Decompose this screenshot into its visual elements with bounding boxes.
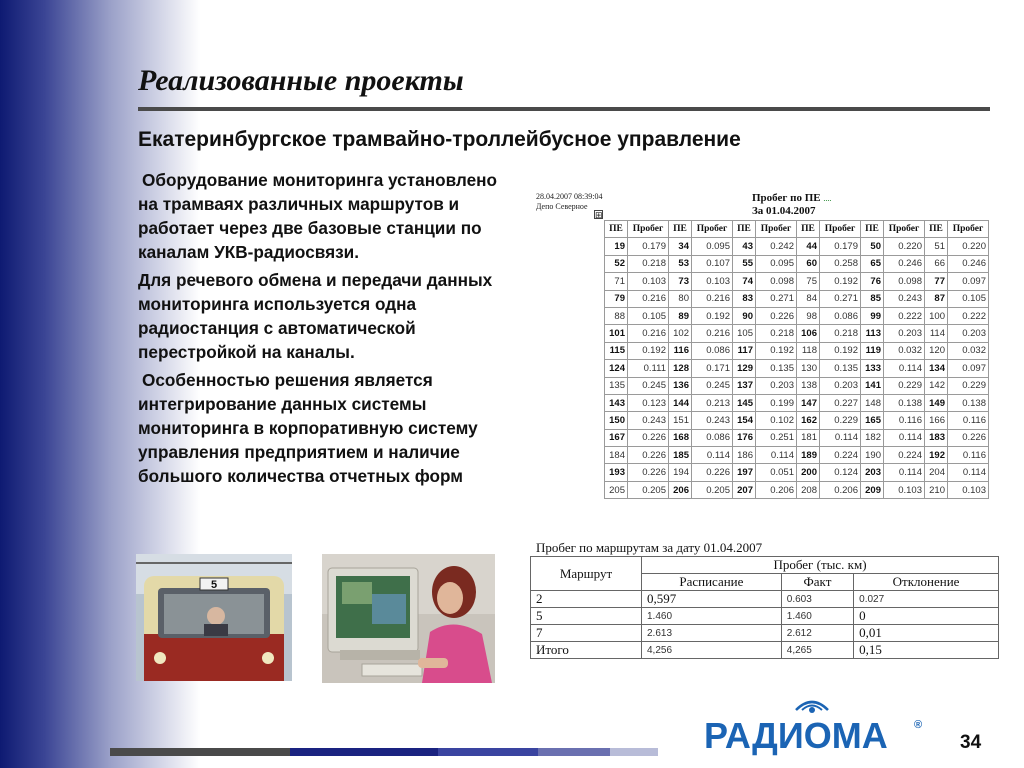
report-title-mark: .... bbox=[823, 194, 832, 203]
mileage-cell: 0.242 bbox=[756, 238, 797, 255]
unit-cell: 185 bbox=[669, 447, 692, 464]
table-row bbox=[605, 481, 989, 498]
mileage-cell: 0.103 bbox=[628, 273, 669, 290]
mileage-cell: 0.098 bbox=[884, 273, 925, 290]
mileage-cell: 0.218 bbox=[820, 325, 861, 342]
unit-cell: 52 bbox=[605, 255, 628, 272]
unit-cell: 50 bbox=[861, 238, 884, 255]
mileage-cell: 0.199 bbox=[756, 394, 797, 411]
unit-cell: 118 bbox=[797, 342, 820, 359]
unit-cell: 138 bbox=[797, 377, 820, 394]
mileage-cell: 0.245 bbox=[692, 377, 733, 394]
table-row bbox=[605, 325, 989, 342]
mileage-cell: 0.171 bbox=[692, 360, 733, 377]
table-row bbox=[605, 290, 989, 307]
unit-cell: 144 bbox=[669, 394, 692, 411]
unit-cell: 44 bbox=[797, 238, 820, 255]
unit-cell: 77 bbox=[925, 273, 948, 290]
unit-cell: 192 bbox=[925, 447, 948, 464]
route-cell: 5 bbox=[531, 608, 642, 625]
mileage-cell: 0.179 bbox=[820, 238, 861, 255]
mileage-cell: 0.192 bbox=[820, 342, 861, 359]
report-title-line2: За 01.04.2007 bbox=[752, 205, 816, 217]
mileage-cell: 0.224 bbox=[820, 447, 861, 464]
unit-cell: 129 bbox=[733, 360, 756, 377]
unit-cell: 210 bbox=[925, 481, 948, 498]
unit-cell: 101 bbox=[605, 325, 628, 342]
fact-cell: 1.460 bbox=[781, 608, 853, 625]
unit-cell: 209 bbox=[861, 481, 884, 498]
unit-cell: 114 bbox=[925, 325, 948, 342]
mileage-cell: 0.243 bbox=[692, 412, 733, 429]
mileage-cell: 0.205 bbox=[628, 481, 669, 498]
unit-cell: 66 bbox=[925, 255, 948, 272]
mileage-cell: 0.135 bbox=[756, 360, 797, 377]
unit-cell: 133 bbox=[861, 360, 884, 377]
unit-cell: 206 bbox=[669, 481, 692, 498]
unit-cell: 193 bbox=[605, 464, 628, 481]
mileage-cell: 0.114 bbox=[884, 429, 925, 446]
unit-cell: 73 bbox=[669, 273, 692, 290]
unit-cell: 154 bbox=[733, 412, 756, 429]
unit-cell: 99 bbox=[861, 307, 884, 324]
unit-cell: 75 bbox=[797, 273, 820, 290]
report-timestamp: 28.04.2007 08:39:04 bbox=[536, 192, 603, 201]
unit-cell: 128 bbox=[669, 360, 692, 377]
unit-cell: 190 bbox=[861, 447, 884, 464]
table-row bbox=[605, 238, 989, 255]
table-row bbox=[531, 591, 999, 608]
mileage-cell: 0.229 bbox=[820, 412, 861, 429]
unit-cell: 197 bbox=[733, 464, 756, 481]
mileage-cell: 0.138 bbox=[948, 394, 989, 411]
table-row bbox=[605, 342, 989, 359]
footer-bar-navy bbox=[290, 748, 438, 756]
grid-col-header: ПЕ bbox=[797, 221, 820, 238]
unit-cell: 34 bbox=[669, 238, 692, 255]
table-row bbox=[605, 464, 989, 481]
table-row bbox=[531, 642, 999, 659]
unit-cell: 116 bbox=[669, 342, 692, 359]
fact-cell: 0.603 bbox=[781, 591, 853, 608]
grid-col-header: Пробег bbox=[820, 221, 861, 238]
unit-cell: 120 bbox=[925, 342, 948, 359]
mileage-cell: 0.051 bbox=[756, 464, 797, 481]
unit-cell: 115 bbox=[605, 342, 628, 359]
unit-cell: 60 bbox=[797, 255, 820, 272]
grid-col-header: Пробег bbox=[948, 221, 989, 238]
plan-cell: 0,597 bbox=[642, 591, 782, 608]
mileage-cell: 0.216 bbox=[692, 325, 733, 342]
mileage-cell: 0.226 bbox=[628, 464, 669, 481]
mileage-cell: 0.203 bbox=[820, 377, 861, 394]
grid-col-header: ПЕ bbox=[733, 221, 756, 238]
mileage-cell: 0.116 bbox=[948, 447, 989, 464]
mileage-cell: 0.116 bbox=[884, 412, 925, 429]
report-title bbox=[752, 192, 831, 218]
unit-cell: 87 bbox=[925, 290, 948, 307]
mileage-cell: 0.222 bbox=[884, 307, 925, 324]
title-divider bbox=[138, 107, 990, 111]
unit-cell: 148 bbox=[861, 394, 884, 411]
mileage-cell: 0.218 bbox=[756, 325, 797, 342]
grid-col-header: Пробег bbox=[756, 221, 797, 238]
grid-col-header: ПЕ bbox=[605, 221, 628, 238]
unit-cell: 168 bbox=[669, 429, 692, 446]
unit-cell: 76 bbox=[861, 273, 884, 290]
table-row bbox=[605, 447, 989, 464]
route-badge: 5 bbox=[210, 579, 218, 591]
mileage-cell: 0.192 bbox=[756, 342, 797, 359]
mileage-cell: 0.032 bbox=[884, 342, 925, 359]
unit-cell: 137 bbox=[733, 377, 756, 394]
unit-cell: 145 bbox=[733, 394, 756, 411]
mileage-cell: 0.192 bbox=[692, 307, 733, 324]
fact-cell: 4,265 bbox=[781, 642, 853, 659]
tram-photo bbox=[136, 554, 292, 681]
mileage-cell: 0.095 bbox=[756, 255, 797, 272]
dev-cell: 0.027 bbox=[854, 591, 999, 608]
mileage-cell: 0.245 bbox=[628, 377, 669, 394]
report-title-line1: Пробег по ПЕ bbox=[752, 192, 821, 204]
unit-cell: 53 bbox=[669, 255, 692, 272]
mileage-cell: 0.138 bbox=[884, 394, 925, 411]
mileage-cell: 0.114 bbox=[756, 447, 797, 464]
mileage-cell: 0.224 bbox=[884, 447, 925, 464]
mileage-cell: 0.114 bbox=[948, 464, 989, 481]
mileage-cell: 0.114 bbox=[884, 360, 925, 377]
table-row bbox=[531, 608, 999, 625]
grid-col-header: Пробег bbox=[628, 221, 669, 238]
col-group-header: Пробег (тыс. км) bbox=[642, 557, 999, 574]
mileage-cell: 0.097 bbox=[948, 360, 989, 377]
col-plan-header: Расписание bbox=[642, 574, 782, 591]
col-dev-header: Отклонение bbox=[854, 574, 999, 591]
route-report-caption: Пробег по маршрутам за дату 01.04.2007 bbox=[536, 540, 763, 555]
unit-cell: 149 bbox=[925, 394, 948, 411]
mileage-cell: 0.218 bbox=[628, 255, 669, 272]
unit-cell: 150 bbox=[605, 412, 628, 429]
page-number: 34 bbox=[960, 732, 982, 753]
unit-cell: 147 bbox=[797, 394, 820, 411]
slide-subtitle: Екатеринбургское трамвайно-троллейбусное управление bbox=[138, 128, 741, 151]
mileage-cell: 0.220 bbox=[884, 238, 925, 255]
table-row bbox=[605, 273, 989, 290]
mileage-cell: 0.135 bbox=[820, 360, 861, 377]
mileage-cell: 0.243 bbox=[884, 290, 925, 307]
mileage-cell: 0.114 bbox=[692, 447, 733, 464]
unit-cell: 19 bbox=[605, 238, 628, 255]
route-cell: 2 bbox=[531, 591, 642, 608]
mileage-cell: 0.116 bbox=[948, 412, 989, 429]
mileage-cell: 0.271 bbox=[820, 290, 861, 307]
unit-cell: 142 bbox=[925, 377, 948, 394]
unit-cell: 205 bbox=[605, 481, 628, 498]
unit-cell: 204 bbox=[925, 464, 948, 481]
logo-mark: ® bbox=[914, 719, 923, 731]
mileage-cell: 0.216 bbox=[628, 290, 669, 307]
footer-bar-mid bbox=[538, 748, 610, 756]
unit-cell: 167 bbox=[605, 429, 628, 446]
operator-photo bbox=[322, 554, 495, 683]
unit-cell: 203 bbox=[861, 464, 884, 481]
dev-cell: 0 bbox=[854, 608, 999, 625]
mileage-cell: 0.226 bbox=[692, 464, 733, 481]
unit-cell: 71 bbox=[605, 273, 628, 290]
col-fact-header: Факт bbox=[781, 574, 853, 591]
mileage-cell: 0.111 bbox=[628, 360, 669, 377]
mileage-cell: 0.229 bbox=[948, 377, 989, 394]
mileage-cell: 0.103 bbox=[884, 481, 925, 498]
unit-cell: 80 bbox=[669, 290, 692, 307]
footer-bar-light bbox=[610, 748, 658, 756]
mileage-cell: 0.251 bbox=[756, 429, 797, 446]
unit-cell: 74 bbox=[733, 273, 756, 290]
mileage-cell: 0.203 bbox=[884, 325, 925, 342]
unit-cell: 65 bbox=[861, 255, 884, 272]
logo-text: РАДИОМА bbox=[704, 715, 888, 756]
mileage-cell: 0.243 bbox=[628, 412, 669, 429]
mileage-cell: 0.103 bbox=[948, 481, 989, 498]
unit-cell: 136 bbox=[669, 377, 692, 394]
mileage-cell: 0.216 bbox=[628, 325, 669, 342]
mileage-by-unit-table bbox=[604, 220, 989, 499]
mileage-cell: 0.102 bbox=[756, 412, 797, 429]
radioma-logo bbox=[704, 696, 934, 756]
grid-col-header: Пробег bbox=[884, 221, 925, 238]
plan-cell: 2.613 bbox=[642, 625, 782, 642]
footer-bar-gray bbox=[110, 748, 290, 756]
unit-cell: 113 bbox=[861, 325, 884, 342]
unit-cell: 143 bbox=[605, 394, 628, 411]
mileage-cell: 0.203 bbox=[948, 325, 989, 342]
dev-cell: 0,01 bbox=[854, 625, 999, 642]
plan-cell: 4,256 bbox=[642, 642, 782, 659]
unit-cell: 83 bbox=[733, 290, 756, 307]
unit-cell: 134 bbox=[925, 360, 948, 377]
unit-cell: 181 bbox=[797, 429, 820, 446]
mileage-cell: 0.226 bbox=[628, 429, 669, 446]
table-row bbox=[605, 255, 989, 272]
unit-cell: 207 bbox=[733, 481, 756, 498]
unit-cell: 183 bbox=[925, 429, 948, 446]
mileage-cell: 0.271 bbox=[756, 290, 797, 307]
unit-cell: 208 bbox=[797, 481, 820, 498]
mileage-cell: 0.229 bbox=[884, 377, 925, 394]
mileage-cell: 0.203 bbox=[756, 377, 797, 394]
footer-bar-blue bbox=[438, 748, 538, 756]
grid-col-header: ПЕ bbox=[925, 221, 948, 238]
unit-cell: 117 bbox=[733, 342, 756, 359]
unit-cell: 84 bbox=[797, 290, 820, 307]
unit-cell: 141 bbox=[861, 377, 884, 394]
unit-cell: 200 bbox=[797, 464, 820, 481]
mileage-cell: 0.179 bbox=[628, 238, 669, 255]
mileage-cell: 0.103 bbox=[692, 273, 733, 290]
plan-cell: 1.460 bbox=[642, 608, 782, 625]
mileage-cell: 0.226 bbox=[628, 447, 669, 464]
mileage-cell: 0.086 bbox=[692, 342, 733, 359]
mileage-cell: 0.105 bbox=[628, 307, 669, 324]
unit-cell: 184 bbox=[605, 447, 628, 464]
mileage-cell: 0.206 bbox=[820, 481, 861, 498]
mileage-cell: 0.192 bbox=[820, 273, 861, 290]
unit-cell: 105 bbox=[733, 325, 756, 342]
unit-cell: 100 bbox=[925, 307, 948, 324]
route-cell: 7 bbox=[531, 625, 642, 642]
grid-col-header: ПЕ bbox=[861, 221, 884, 238]
grid-col-header: Пробег bbox=[692, 221, 733, 238]
report-stamp bbox=[536, 192, 602, 212]
mileage-cell: 0.220 bbox=[948, 238, 989, 255]
fact-cell: 2.612 bbox=[781, 625, 853, 642]
paragraph-monitoring: Оборудование мониторинга установлено на трамваях различных маршрутов и работает через две базовые станции по каналам УКВ-радиосвязи. bbox=[138, 170, 498, 262]
unit-cell: 182 bbox=[861, 429, 884, 446]
mileage-cell: 0.213 bbox=[692, 394, 733, 411]
mileage-cell: 0.226 bbox=[948, 429, 989, 446]
col-route-header: Маршрут bbox=[531, 557, 642, 591]
mileage-cell: 0.246 bbox=[884, 255, 925, 272]
unit-cell: 98 bbox=[797, 307, 820, 324]
table-header-row bbox=[531, 557, 999, 574]
unit-cell: 162 bbox=[797, 412, 820, 429]
unit-cell: 90 bbox=[733, 307, 756, 324]
unit-cell: 166 bbox=[925, 412, 948, 429]
unit-cell: 130 bbox=[797, 360, 820, 377]
slide-title: Реализованные проекты bbox=[138, 64, 464, 97]
unit-cell: 119 bbox=[861, 342, 884, 359]
mileage-cell: 0.098 bbox=[756, 273, 797, 290]
unit-cell: 55 bbox=[733, 255, 756, 272]
table-row bbox=[605, 412, 989, 429]
unit-cell: 102 bbox=[669, 325, 692, 342]
unit-cell: 194 bbox=[669, 464, 692, 481]
mileage-cell: 0.114 bbox=[820, 429, 861, 446]
table-row bbox=[531, 625, 999, 642]
unit-cell: 135 bbox=[605, 377, 628, 394]
mileage-cell: 0.095 bbox=[692, 238, 733, 255]
unit-cell: 186 bbox=[733, 447, 756, 464]
report-depot: Депо Северное bbox=[536, 202, 588, 211]
mileage-by-route-table bbox=[530, 556, 999, 659]
table-row bbox=[605, 429, 989, 446]
table-row bbox=[605, 394, 989, 411]
unit-cell: 189 bbox=[797, 447, 820, 464]
unit-cell: 165 bbox=[861, 412, 884, 429]
expand-icon[interactable]: ⊞ bbox=[595, 210, 603, 220]
mileage-cell: 0.114 bbox=[884, 464, 925, 481]
mileage-cell: 0.258 bbox=[820, 255, 861, 272]
mileage-cell: 0.222 bbox=[948, 307, 989, 324]
route-cell: Итого bbox=[531, 642, 642, 659]
unit-cell: 79 bbox=[605, 290, 628, 307]
mileage-cell: 0.123 bbox=[628, 394, 669, 411]
mileage-cell: 0.227 bbox=[820, 394, 861, 411]
mileage-cell: 0.192 bbox=[628, 342, 669, 359]
unit-cell: 85 bbox=[861, 290, 884, 307]
mileage-cell: 0.086 bbox=[820, 307, 861, 324]
mileage-cell: 0.097 bbox=[948, 273, 989, 290]
dev-cell: 0,15 bbox=[854, 642, 999, 659]
mileage-cell: 0.105 bbox=[948, 290, 989, 307]
mileage-cell: 0.107 bbox=[692, 255, 733, 272]
unit-cell: 151 bbox=[669, 412, 692, 429]
paragraph-integration: Особенностью решения является интегрирование данных системы мониторинга в корпоративную систему управления предприятием и наличие большого количества отчетных форм bbox=[138, 370, 478, 486]
paragraph-radio: Для речевого обмена и передачи данных мониторинга используется одна радиостанция с автоматической перестройкой на каналы. bbox=[138, 270, 493, 362]
unit-cell: 51 bbox=[925, 238, 948, 255]
mileage-cell: 0.206 bbox=[756, 481, 797, 498]
unit-cell: 89 bbox=[669, 307, 692, 324]
mileage-cell: 0.246 bbox=[948, 255, 989, 272]
unit-cell: 106 bbox=[797, 325, 820, 342]
table-row bbox=[605, 360, 989, 377]
body-text bbox=[138, 168, 518, 492]
unit-cell: 124 bbox=[605, 360, 628, 377]
mileage-cell: 0.032 bbox=[948, 342, 989, 359]
unit-cell: 176 bbox=[733, 429, 756, 446]
table-row bbox=[605, 307, 989, 324]
table-row bbox=[605, 377, 989, 394]
mileage-cell: 0.216 bbox=[692, 290, 733, 307]
grid-col-header: ПЕ bbox=[669, 221, 692, 238]
mileage-cell: 0.226 bbox=[756, 307, 797, 324]
mileage-cell: 0.205 bbox=[692, 481, 733, 498]
mileage-cell: 0.124 bbox=[820, 464, 861, 481]
mileage-cell: 0.086 bbox=[692, 429, 733, 446]
unit-cell: 43 bbox=[733, 238, 756, 255]
unit-cell: 88 bbox=[605, 307, 628, 324]
